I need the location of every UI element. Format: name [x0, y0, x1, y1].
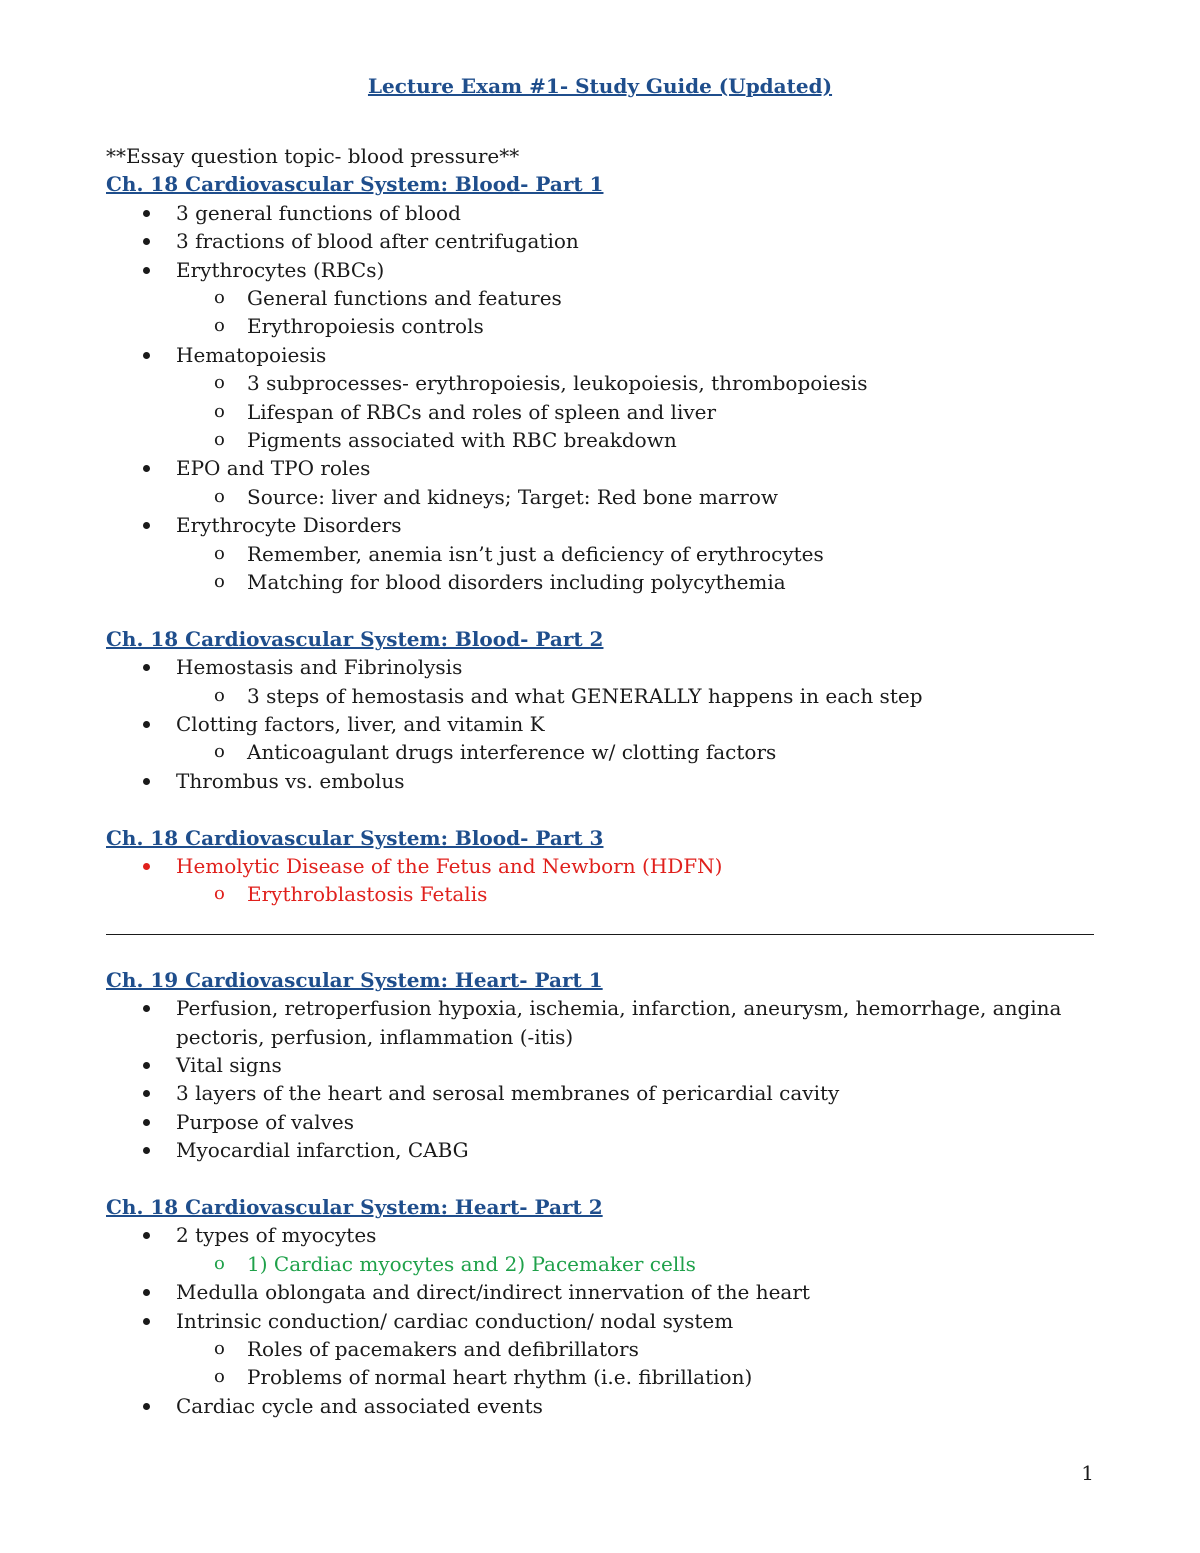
bullet-icon	[143, 1318, 150, 1325]
list-item-text: Hemolytic Disease of the Fetus and Newborn (HDFN)	[176, 854, 723, 878]
sub-bullet-icon: o	[214, 684, 225, 706]
list-item-text: 2 types of myocytes	[176, 1223, 377, 1248]
sub-bullet-icon: o	[214, 1338, 225, 1359]
bullet-icon	[143, 522, 150, 529]
bullet-icon	[143, 664, 150, 671]
bullet-icon	[143, 238, 150, 245]
list-item-text: Source: liver and kidneys; Target: Red bone marrow	[247, 484, 779, 509]
bullet-icon	[143, 1289, 150, 1296]
bullet-icon	[143, 210, 150, 217]
section-heading-text: Ch. 19 Cardiovascular System: Heart- Part 1	[106, 967, 603, 992]
list-item-text: 3 subprocesses- erythropoiesis, leukopoiesis, thrombopoiesis	[247, 371, 868, 396]
list-item-text: 3 layers of the heart and serosal membranes of pericardial cavity	[176, 1081, 840, 1106]
list-item-text: Hematopoiesis	[176, 342, 327, 367]
bullet-icon	[143, 267, 150, 274]
sub-bullet-icon: o	[214, 1252, 225, 1274]
list-item-text: Thrombus vs. embolus	[176, 768, 405, 793]
section-heading-text: Ch. 18 Cardiovascular System: Blood- Part 2	[106, 626, 604, 651]
sub-bullet-icon: o	[214, 287, 225, 308]
bullet-icon	[143, 721, 150, 728]
sub-bullet-icon: o	[214, 372, 225, 394]
list-item-text: Hemostasis and Fibrinolysis	[176, 655, 463, 680]
list-item-text: pectoris, perfusion, inflammation (-itis)	[176, 1024, 574, 1049]
bullet-icon	[143, 863, 150, 870]
bullet-icon	[143, 778, 150, 785]
list-item-text: Erythropoiesis controls	[247, 314, 484, 339]
list-item-text: Pigments associated with RBC breakdown	[247, 428, 677, 452]
sub-bullet-icon: o	[214, 741, 225, 763]
sub-bullet-icon: o	[214, 1366, 225, 1388]
list-item-text: Erythroblastosis Fetalis	[247, 882, 488, 907]
sub-bullet-icon: o	[214, 485, 225, 507]
section-heading-text: Ch. 18 Cardiovascular System: Blood- Part 1	[106, 172, 604, 197]
list-item-text: Clotting factors, liver, and vitamin K	[176, 712, 545, 736]
bullet-icon	[143, 465, 150, 472]
list-item-text: Erythrocytes (RBCs)	[176, 257, 385, 282]
list-item-text: 1) Cardiac myocytes and 2) Pacemaker cells	[247, 1251, 696, 1276]
list-item-text: Lifespan of RBCs and roles of spleen and liver	[247, 399, 717, 424]
list-item-text: Erythrocyte Disorders	[176, 513, 402, 538]
horizontal-rule	[106, 934, 1094, 935]
list-item-text: Anticoagulant drugs interference w/ clotting factors	[247, 740, 777, 765]
bullet-icon	[143, 1062, 150, 1069]
list-item-text: Matching for blood disorders including polycythemia	[247, 570, 786, 594]
sub-bullet-icon: o	[214, 571, 225, 592]
bullet-icon	[143, 1147, 150, 1154]
list-item-text: Intrinsic conduction/ cardiac conduction/ nodal system	[176, 1308, 734, 1333]
bullet-icon	[143, 1232, 150, 1239]
sub-bullet-icon: o	[214, 542, 225, 564]
section-heading-text: Ch. 18 Cardiovascular System: Blood- Part 3	[106, 825, 604, 850]
list-item-text: Problems of normal heart rhythm (i.e. fibrillation)	[247, 1365, 753, 1390]
list-item-text: EPO and TPO roles	[176, 456, 371, 481]
list-item-text: 3 fractions of blood after centrifugation	[176, 229, 579, 254]
bullet-icon	[143, 1403, 150, 1410]
list-item-text: Medulla oblongata and direct/indirect innervation of the heart	[176, 1280, 810, 1305]
list-item-text: Cardiac cycle and associated events	[176, 1393, 543, 1418]
bullet-icon	[143, 1119, 150, 1126]
list-item-text: 3 general functions of blood	[176, 200, 461, 225]
essay-note-text: **Essay question topic- blood pressure**	[106, 144, 520, 168]
list-item-text: Purpose of valves	[176, 1109, 355, 1134]
page-number: 1	[1081, 1461, 1094, 1485]
bullet-icon	[143, 1005, 150, 1012]
list-item-text: General functions and features	[247, 286, 562, 310]
list-item-text: Myocardial infarction, CABG	[176, 1138, 469, 1163]
section-heading-text: Ch. 18 Cardiovascular System: Heart- Part 2	[106, 1195, 603, 1219]
page-title: Lecture Exam #1- Study Guide (Updated)	[367, 74, 833, 98]
list-item-text: Roles of pacemakers and defibrillators	[247, 1337, 639, 1361]
list-item-text: 3 steps of hemostasis and what GENERALLY happens in each step	[247, 683, 923, 708]
sub-bullet-icon: o	[214, 315, 225, 337]
bullet-icon	[143, 352, 150, 359]
list-item-text: Vital signs	[176, 1053, 282, 1077]
bullet-icon	[143, 1090, 150, 1097]
sub-bullet-icon: o	[214, 429, 225, 450]
sub-bullet-icon: o	[214, 883, 225, 905]
sub-bullet-icon: o	[214, 400, 225, 422]
list-item-text: Remember, anemia isn’t just a deficiency of erythrocytes	[247, 541, 824, 566]
list-item-text: Perfusion, retroperfusion hypoxia, ischemia, infarction, aneurysm, hemorrhage, angina	[176, 996, 1062, 1021]
